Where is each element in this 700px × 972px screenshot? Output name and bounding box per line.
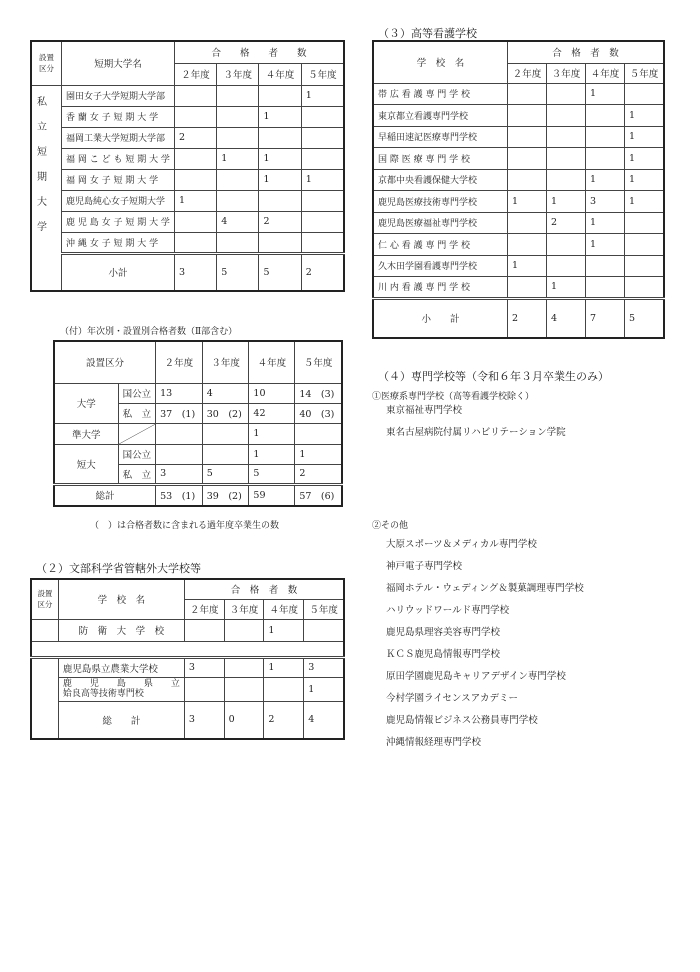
cell: 59 xyxy=(249,484,295,506)
cell xyxy=(184,619,224,641)
cell xyxy=(586,148,625,170)
cell: 39 (2) xyxy=(202,484,249,506)
col-header-type: 設置 区分 xyxy=(31,579,58,619)
subtotal-label: 小 計 xyxy=(373,298,508,338)
cell: 14 (3) xyxy=(295,383,342,403)
cell xyxy=(174,85,216,106)
cell xyxy=(586,255,625,277)
cell: 2 xyxy=(259,211,301,232)
list-item: 原田学園鹿児島キャリアデザイン専門学校 xyxy=(386,671,566,682)
cell: 1 xyxy=(508,191,547,213)
row-label-daigaku: 大学 xyxy=(54,383,118,423)
year-header: ３年度 xyxy=(202,341,249,383)
year-header: ４年度 xyxy=(249,341,295,383)
cell xyxy=(547,169,586,191)
table-row xyxy=(373,234,664,256)
table-row xyxy=(373,277,664,299)
cell: 1 xyxy=(586,234,625,256)
row-label-tandai: 短大 xyxy=(54,444,118,484)
cell: 42 xyxy=(249,403,295,423)
year-header: ５年度 xyxy=(301,63,344,85)
list-item: 鹿児島情報ビジネス公務員専門学校 xyxy=(386,715,538,726)
cell xyxy=(156,444,203,464)
cell: 5 xyxy=(259,253,301,291)
cell xyxy=(217,169,259,190)
year-header: ２年度 xyxy=(174,63,216,85)
cell: 40 (3) xyxy=(295,403,342,423)
year-header: ３年度 xyxy=(224,599,264,619)
other-heading: ②その他 xyxy=(372,521,409,531)
cell xyxy=(217,232,259,253)
list-item: 福岡ホテル・ウェディング＆製菓調理専門学校 xyxy=(386,583,584,594)
cell xyxy=(301,232,344,253)
col-header-type: 設置区分 xyxy=(54,341,156,383)
year-header: ５年度 xyxy=(295,341,342,383)
cell: 37 (1) xyxy=(156,403,203,423)
cell: 1 xyxy=(217,148,259,169)
cell: 1 xyxy=(259,148,301,169)
cell: 5 xyxy=(249,464,295,484)
cell: 1 xyxy=(625,169,665,191)
college-name: 鹿児島純心女子短期大学 xyxy=(62,190,175,211)
school-name: 鹿児島医療技術専門学校 xyxy=(373,191,508,213)
cell xyxy=(295,423,342,444)
table-row xyxy=(373,191,664,213)
cell: 4 xyxy=(217,211,259,232)
cell: 10 xyxy=(249,383,295,403)
cell xyxy=(264,677,304,701)
cell: 1 xyxy=(295,444,342,464)
year-header: ４年度 xyxy=(259,63,301,85)
cell: 0 xyxy=(224,701,264,739)
list-item: 東名古屋病院付属リハビリテーション学院 xyxy=(386,427,566,438)
cell xyxy=(202,423,249,444)
cell xyxy=(547,105,586,127)
group-label-shiritsu-tandai: 私 立 短 期 大 学 xyxy=(37,97,47,233)
year-header: ２年度 xyxy=(508,63,547,83)
row-label-kokkoritsu: 国公立 xyxy=(118,383,156,403)
year-header: ５年度 xyxy=(625,63,665,83)
cell xyxy=(224,657,264,677)
cell xyxy=(625,83,665,105)
cell xyxy=(547,126,586,148)
cell: 1 xyxy=(547,191,586,213)
cell xyxy=(224,619,264,641)
row-label-jundaigaku: 準大学 xyxy=(54,423,118,444)
cell: 30 (2) xyxy=(202,403,249,423)
college-name: 福 岡 こ ど も 短 期 大 学 xyxy=(62,148,175,169)
cell xyxy=(259,127,301,148)
cell xyxy=(174,106,216,127)
cell xyxy=(174,232,216,253)
cell: 1 xyxy=(249,444,295,464)
list-item: 鹿児島県理容美容専門学校 xyxy=(386,627,501,638)
cell: 1 xyxy=(259,169,301,190)
list-item: 神戸電子専門学校 xyxy=(386,561,463,572)
cell xyxy=(224,677,264,701)
cell: 13 xyxy=(156,383,203,403)
school-name: 東京都立看護専門学校 xyxy=(373,105,508,127)
table-row xyxy=(373,126,664,148)
cell: 4 xyxy=(304,701,344,739)
cell xyxy=(508,234,547,256)
cell: 1 xyxy=(301,169,344,190)
cell xyxy=(586,105,625,127)
cell: 7 xyxy=(586,298,625,338)
row-label-kokkoritsu: 国公立 xyxy=(118,444,156,464)
school-name: 帯 広 看 護 専 門 学 校 xyxy=(373,83,508,105)
cell: 1 xyxy=(508,255,547,277)
other-school-list xyxy=(386,534,584,754)
col-header-name: 短期大学名 xyxy=(62,41,175,85)
col-header-pass: 合 格 者 数 xyxy=(184,579,344,599)
school-name: 国 際 医 療 専 門 学 校 xyxy=(373,148,508,170)
cell: 2 xyxy=(174,127,216,148)
table-row xyxy=(31,169,344,190)
table-row xyxy=(31,232,344,253)
cell: 1 xyxy=(264,657,304,677)
cell: 57 (6) xyxy=(295,484,342,506)
cell xyxy=(301,127,344,148)
cell: 3 xyxy=(586,191,625,213)
cell xyxy=(259,232,301,253)
table-row xyxy=(31,211,344,232)
cell: 2 xyxy=(508,298,547,338)
col-header-name: 学 校 名 xyxy=(58,579,184,619)
cell xyxy=(259,85,301,106)
college-name: 園田女子大学短期大学部 xyxy=(62,85,175,106)
cell: 1 xyxy=(625,105,665,127)
appendix-note: （ ）は合格者数に含まれる過年度卒業生の数 xyxy=(90,521,280,531)
row-label-shiritsu: 私 立 xyxy=(118,464,156,484)
type-cell xyxy=(31,619,58,641)
table-row xyxy=(31,127,344,148)
list-item: 今村学園ライセンスアカデミー xyxy=(386,693,519,704)
cell xyxy=(301,211,344,232)
cell xyxy=(508,83,547,105)
cell xyxy=(184,677,224,701)
college-name: 福 岡 女 子 短 期 大 学 xyxy=(62,169,175,190)
cell xyxy=(301,190,344,211)
cell xyxy=(547,83,586,105)
cell: 1 xyxy=(264,619,304,641)
list-item: 大原スポーツ＆メディカル専門学校 xyxy=(386,539,537,550)
school-name: 鹿児島県立農業大学校 xyxy=(58,657,184,677)
school-name-line2: 姶良高等技術専門校 xyxy=(62,689,144,699)
year-header: ５年度 xyxy=(304,599,344,619)
school-name-line1: 鹿 児 島 県 立 xyxy=(62,679,180,689)
school-name: 川 内 看 護 専 門 学 校 xyxy=(373,277,508,299)
section4-title: （４）専門学校等（令和６年３月卒業生のみ） xyxy=(378,370,609,383)
cell xyxy=(625,277,665,299)
cell: 3 xyxy=(304,657,344,677)
cell xyxy=(547,255,586,277)
cell xyxy=(156,423,203,444)
cell xyxy=(547,234,586,256)
col-header-type: 設置 区分 xyxy=(31,41,62,85)
cell xyxy=(508,277,547,299)
subtotal-label: 小計 xyxy=(62,253,175,291)
cell xyxy=(301,148,344,169)
table-row xyxy=(373,83,664,105)
other-college-table xyxy=(30,578,345,740)
cell: 3 xyxy=(184,701,224,739)
section3-title: （３）高等看護学校 xyxy=(378,27,477,40)
row-label-shiritsu: 私 立 xyxy=(118,403,156,423)
year-header: ２年度 xyxy=(156,341,203,383)
cell xyxy=(625,212,665,234)
cell xyxy=(304,619,344,641)
cell xyxy=(625,255,665,277)
cell xyxy=(174,211,216,232)
cell: 2 xyxy=(301,253,344,291)
cell: 5 xyxy=(625,298,665,338)
year-header: ３年度 xyxy=(547,63,586,83)
year-header: ２年度 xyxy=(184,599,224,619)
cell xyxy=(174,148,216,169)
list-item: 東京福祉専門学校 xyxy=(386,405,463,416)
table-row xyxy=(31,190,344,211)
college-name: 沖 縄 女 子 短 期 大 学 xyxy=(62,232,175,253)
cell xyxy=(508,126,547,148)
subtotal-row xyxy=(31,253,344,291)
junior-college-table xyxy=(30,40,345,292)
table-row xyxy=(373,255,664,277)
medical-school-list xyxy=(386,400,566,444)
table-row xyxy=(31,85,344,106)
year-header: ４年度 xyxy=(586,63,625,83)
list-item: ＫＣＳ鹿児島情報専門学校 xyxy=(386,649,501,660)
school-name: 久木田学園看護専門学校 xyxy=(373,255,508,277)
cell xyxy=(508,105,547,127)
college-name: 福岡工業大学短期大学部 xyxy=(62,127,175,148)
cell: 1 xyxy=(586,212,625,234)
cell xyxy=(586,277,625,299)
cell: 1 xyxy=(301,85,344,106)
cell: 1 xyxy=(174,190,216,211)
cell xyxy=(217,106,259,127)
total-label: 総計 xyxy=(54,484,156,506)
diagonal-line xyxy=(119,424,156,444)
cell: 1 xyxy=(625,191,665,213)
diagonal-cell xyxy=(118,423,156,444)
table-row xyxy=(31,148,344,169)
cell xyxy=(586,126,625,148)
total-label: 総 計 xyxy=(58,701,184,739)
cell: 53 (1) xyxy=(156,484,203,506)
cell xyxy=(508,148,547,170)
cell xyxy=(301,106,344,127)
cell: 1 xyxy=(586,83,625,105)
cell: 1 xyxy=(586,169,625,191)
cell xyxy=(259,190,301,211)
cell: 1 xyxy=(259,106,301,127)
school-name: 鹿児島医療福祉専門学校 xyxy=(373,212,508,234)
cell xyxy=(508,212,547,234)
school-name xyxy=(58,677,184,701)
cell: 3 xyxy=(174,253,216,291)
college-name: 鹿 児 島 女 子 短 期 大 学 xyxy=(62,211,175,232)
nursing-school-table xyxy=(372,40,665,339)
school-name: 京都中央看護保健大学校 xyxy=(373,169,508,191)
cell: 2 xyxy=(295,464,342,484)
school-name: 早稲田速記医療専門学校 xyxy=(373,126,508,148)
cell xyxy=(625,234,665,256)
table-row xyxy=(373,148,664,170)
col-header-pass: 合 格 者 数 xyxy=(508,41,665,63)
type-cell xyxy=(31,657,58,739)
cell: 3 xyxy=(184,657,224,677)
col-header-pass: 合 格 者 数 xyxy=(174,41,344,63)
cell: 3 xyxy=(156,464,203,484)
cell xyxy=(217,190,259,211)
appendix-table xyxy=(53,340,343,507)
cell: 1 xyxy=(625,126,665,148)
cell: 1 xyxy=(547,277,586,299)
list-item: ハリウッドワールド専門学校 xyxy=(386,605,510,616)
cell: 4 xyxy=(547,298,586,338)
school-name: 防 衛 大 学 校 xyxy=(58,619,184,641)
cell xyxy=(202,444,249,464)
spacer-row xyxy=(31,641,344,657)
cell xyxy=(508,169,547,191)
section2-title: （２）文部科学省管轄外大学校等 xyxy=(36,562,201,575)
year-header: ４年度 xyxy=(264,599,304,619)
table-row xyxy=(373,105,664,127)
year-header: ３年度 xyxy=(217,63,259,85)
table-row xyxy=(373,169,664,191)
subtotal-row xyxy=(373,298,664,338)
school-name: 仁 心 看 護 専 門 学 校 xyxy=(373,234,508,256)
medical-heading: ①医療系専門学校（高等看護学校除く） xyxy=(372,392,535,402)
cell: 4 xyxy=(202,383,249,403)
college-name: 香 蘭 女 子 短 期 大 学 xyxy=(62,106,175,127)
cell: 1 xyxy=(304,677,344,701)
table-row xyxy=(31,106,344,127)
cell xyxy=(547,148,586,170)
cell xyxy=(217,85,259,106)
list-item: 沖縄情報経理専門学校 xyxy=(386,737,482,748)
cell: 2 xyxy=(264,701,304,739)
cell: 5 xyxy=(217,253,259,291)
col-header-name: 学 校 名 xyxy=(373,41,508,83)
cell: 5 xyxy=(202,464,249,484)
cell: 1 xyxy=(625,148,665,170)
cell: 2 xyxy=(547,212,586,234)
cell xyxy=(217,127,259,148)
cell: 1 xyxy=(249,423,295,444)
appendix-title: （付）年次別・設置別合格者数（Ⅱ部含む） xyxy=(60,327,238,337)
cell xyxy=(174,169,216,190)
table-row xyxy=(373,212,664,234)
